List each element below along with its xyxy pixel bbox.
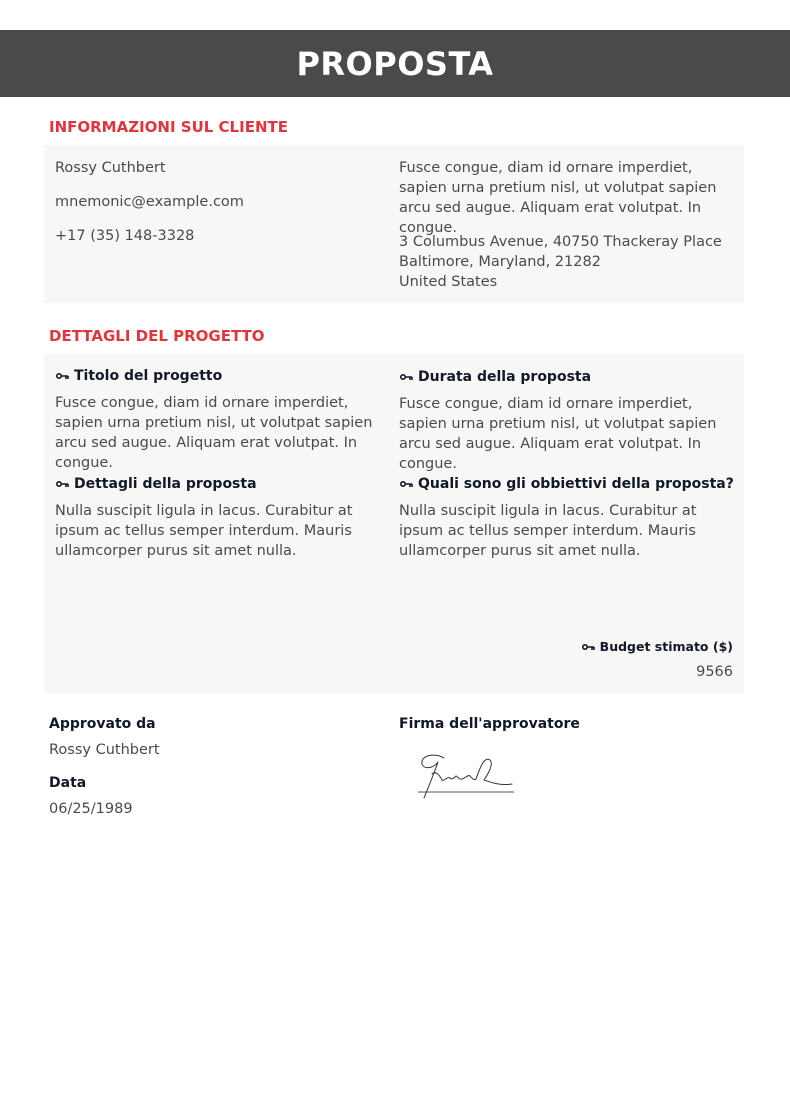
key-icon (56, 371, 69, 381)
details-label (56, 476, 257, 492)
signature-image (414, 748, 518, 802)
project-title-text: Fusce congue, diam id ornare imperdiet, sapien urna pretium nisl, ut volutpat sapien arcu sed augue. Aliquam erat volutpat. In congue. (55, 395, 373, 471)
client-address-line3: United States (399, 274, 498, 290)
client-section-title: INFORMAZIONI SUL CLIENTE (49, 118, 288, 136)
objectives-text: Nulla suscipit ligula in lacus. Curabitur at ipsum ac tellus semper interdum. Mauris ullamcorper purus sit amet nulla. (399, 503, 697, 559)
budget-label (582, 639, 733, 654)
key-icon (400, 479, 413, 489)
objectives-label-text: Quali sono gli obbiettivi della proposta? (418, 476, 734, 492)
client-info-box (44, 145, 744, 303)
approved-by-value: Rossy Cuthbert (49, 742, 160, 758)
objectives-label (400, 476, 734, 492)
project-section-title: DETTAGLI DEL PROGETTO (49, 327, 265, 345)
date-label: Data (49, 775, 87, 791)
client-name: Rossy Cuthbert (55, 160, 166, 176)
project-title-label (56, 368, 222, 384)
key-icon (400, 372, 413, 382)
project-title-label-text: Titolo del progetto (74, 368, 223, 384)
approved-by-label: Approvato da (49, 716, 156, 732)
budget-label-text: Budget stimato ($) (599, 639, 733, 654)
page-title: PROPOSTA (296, 44, 494, 83)
client-phone: +17 (35) 148-3328 (55, 228, 195, 244)
client-address-line2: Baltimore, Maryland, 21282 (399, 254, 601, 270)
header-bar (0, 30, 790, 97)
key-icon (582, 642, 595, 652)
date-value: 06/25/1989 (49, 801, 133, 817)
budget-value: 9566 (696, 664, 733, 680)
client-email: mnemonic@example.com (55, 194, 244, 210)
project-details-box (44, 354, 744, 693)
duration-label-text: Durata della proposta (418, 369, 592, 385)
client-description: Fusce congue, diam id ornare imperdiet, sapien urna pretium nisl, ut volutpat sapien arcu sed augue. Aliquam erat volutpat. In congue. (399, 160, 717, 236)
client-address-line1: 3 Columbus Avenue, 40750 Thackeray Place (399, 234, 722, 250)
details-text: Nulla suscipit ligula in lacus. Curabitur at ipsum ac tellus semper interdum. Mauris ullamcorper purus sit amet nulla. (55, 503, 353, 559)
key-icon (56, 479, 69, 489)
duration-text: Fusce congue, diam id ornare imperdiet, sapien urna pretium nisl, ut volutpat sapien arcu sed augue. Aliquam erat volutpat. In congue. (399, 396, 717, 472)
signature-label: Firma dell'approvatore (399, 716, 580, 732)
details-label-text: Dettagli della proposta (74, 476, 257, 492)
duration-label (400, 369, 591, 385)
